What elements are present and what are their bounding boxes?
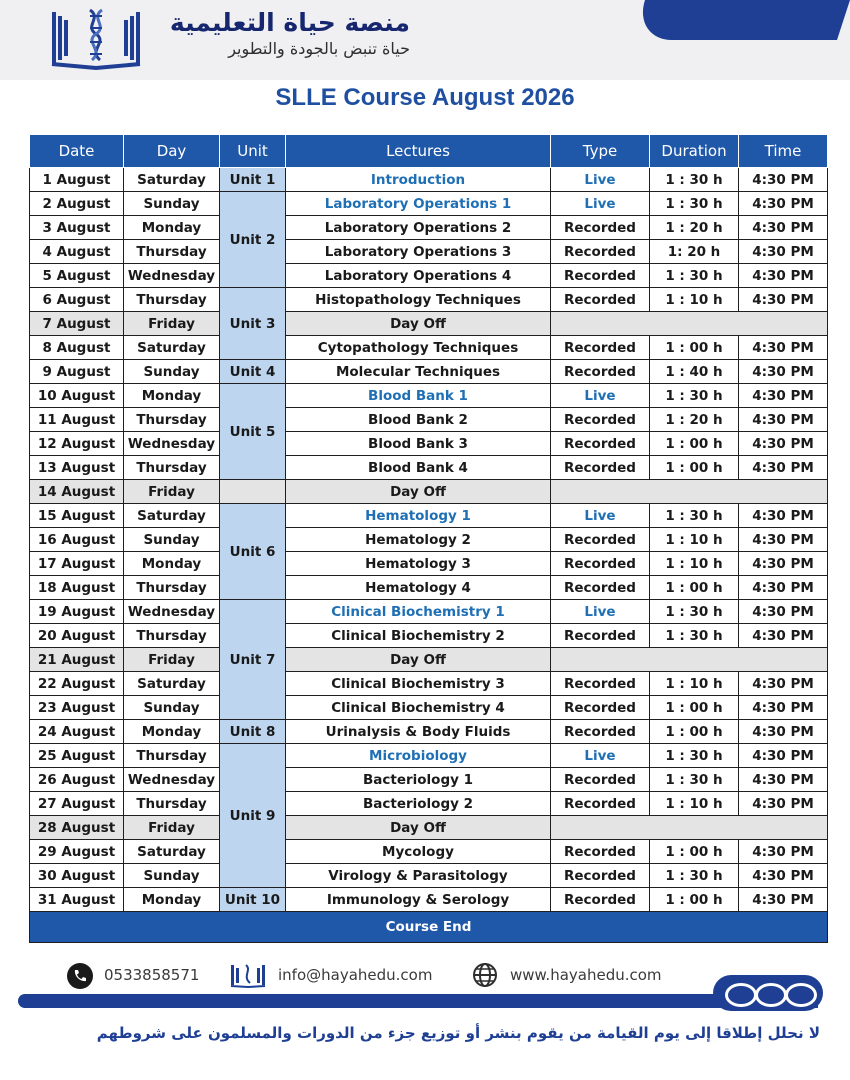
time-cell: 4:30 PM (739, 408, 828, 432)
type-cell: Recorded (551, 528, 650, 552)
time-cell: 4:30 PM (739, 432, 828, 456)
day-cell: Wednesday (124, 600, 220, 624)
table-header-row (30, 135, 828, 168)
footer-band (18, 994, 818, 1008)
copyright-notice: لا نحلل إطلاقا إلى يوم القيامة من يقوم بنشر أو توزيع جزء من الدورات والمسلمون على شروطهم (96, 1024, 820, 1042)
lecture-cell: Laboratory Operations 2 (286, 216, 551, 240)
unit-cell: Unit 6 (220, 504, 286, 600)
lecture-cell: Hematology 2 (286, 528, 551, 552)
footer-rings-decoration (713, 975, 823, 1011)
lecture-cell: Laboratory Operations 1 (286, 192, 551, 216)
time-cell: 4:30 PM (739, 576, 828, 600)
day-cell: Sunday (124, 528, 220, 552)
column-header-lectures: Lectures (286, 135, 551, 168)
table-row (30, 888, 828, 912)
type-cell: Recorded (551, 216, 650, 240)
time-cell: 4:30 PM (739, 216, 828, 240)
type-cell: Recorded (551, 360, 650, 384)
time-cell: 4:30 PM (739, 624, 828, 648)
type-cell: Recorded (551, 792, 650, 816)
type-cell: Recorded (551, 288, 650, 312)
type-cell: Live (551, 168, 650, 192)
lecture-cell: Microbiology (286, 744, 551, 768)
type-cell: Recorded (551, 264, 650, 288)
duration-cell: 1 : 00 h (650, 696, 739, 720)
day-off-row (30, 312, 828, 336)
date-cell: 16 August (30, 528, 124, 552)
table-row (30, 624, 828, 648)
course-end-label: Course End (30, 912, 828, 943)
date-cell: 10 August (30, 384, 124, 408)
table-row (30, 384, 828, 408)
unit-cell: Unit 5 (220, 384, 286, 480)
lecture-cell: Hematology 4 (286, 576, 551, 600)
duration-cell: 1 : 00 h (650, 456, 739, 480)
type-cell: Recorded (551, 864, 650, 888)
unit-cell: Unit 4 (220, 360, 286, 384)
time-cell: 4:30 PM (739, 792, 828, 816)
column-header-day: Day (124, 135, 220, 168)
header-swoosh (632, 0, 850, 40)
day-off-filler (551, 480, 828, 504)
date-cell: 7 August (30, 312, 124, 336)
date-cell: 12 August (30, 432, 124, 456)
day-cell: Sunday (124, 696, 220, 720)
lecture-cell: Clinical Biochemistry 3 (286, 672, 551, 696)
ring-shape (755, 983, 787, 1007)
duration-cell: 1 : 30 h (650, 768, 739, 792)
day-cell: Monday (124, 552, 220, 576)
time-cell: 4:30 PM (739, 192, 828, 216)
table-row (30, 360, 828, 384)
lecture-cell: Hematology 1 (286, 504, 551, 528)
ring-shape (725, 983, 757, 1007)
time-cell: 4:30 PM (739, 720, 828, 744)
day-off-filler (551, 816, 828, 840)
table-row (30, 504, 828, 528)
table-row (30, 528, 828, 552)
unit-cell: Unit 7 (220, 600, 286, 720)
day-cell: Thursday (124, 288, 220, 312)
type-cell: Recorded (551, 672, 650, 696)
time-cell: 4:30 PM (739, 696, 828, 720)
date-cell: 18 August (30, 576, 124, 600)
table-row (30, 696, 828, 720)
type-cell: Recorded (551, 552, 650, 576)
date-cell: 20 August (30, 624, 124, 648)
table-row (30, 432, 828, 456)
table-row (30, 864, 828, 888)
table-row (30, 336, 828, 360)
table-row (30, 264, 828, 288)
date-cell: 3 August (30, 216, 124, 240)
column-header-duration: Duration (650, 135, 739, 168)
day-cell: Thursday (124, 408, 220, 432)
schedule-table (29, 134, 828, 943)
date-cell: 24 August (30, 720, 124, 744)
day-cell: Wednesday (124, 432, 220, 456)
date-cell: 23 August (30, 696, 124, 720)
table-row (30, 456, 828, 480)
day-cell: Monday (124, 720, 220, 744)
duration-cell: 1 : 30 h (650, 168, 739, 192)
lecture-cell: Day Off (286, 312, 551, 336)
type-cell: Live (551, 192, 650, 216)
day-cell: Sunday (124, 360, 220, 384)
duration-cell: 1 : 30 h (650, 504, 739, 528)
lecture-cell: Histopathology Techniques (286, 288, 551, 312)
date-cell: 31 August (30, 888, 124, 912)
duration-cell: 1 : 30 h (650, 864, 739, 888)
day-cell: Saturday (124, 336, 220, 360)
table-row (30, 192, 828, 216)
day-cell: Friday (124, 480, 220, 504)
duration-cell: 1 : 10 h (650, 528, 739, 552)
day-cell: Monday (124, 384, 220, 408)
lecture-cell: Laboratory Operations 3 (286, 240, 551, 264)
schedule-body (30, 168, 828, 943)
day-cell: Monday (124, 888, 220, 912)
phone-icon (66, 962, 94, 990)
date-cell: 2 August (30, 192, 124, 216)
unit-cell: Unit 1 (220, 168, 286, 192)
day-cell: Thursday (124, 456, 220, 480)
time-cell: 4:30 PM (739, 888, 828, 912)
date-cell: 1 August (30, 168, 124, 192)
date-cell: 28 August (30, 816, 124, 840)
type-cell: Recorded (551, 432, 650, 456)
date-cell: 19 August (30, 600, 124, 624)
type-cell: Recorded (551, 408, 650, 432)
email-book-icon (230, 962, 266, 988)
lecture-cell: Blood Bank 4 (286, 456, 551, 480)
duration-cell: 1 : 00 h (650, 840, 739, 864)
time-cell: 4:30 PM (739, 384, 828, 408)
table-row (30, 552, 828, 576)
phone-number: 0533858571 (104, 966, 200, 984)
duration-cell: 1 : 30 h (650, 600, 739, 624)
time-cell: 4:30 PM (739, 864, 828, 888)
time-cell: 4:30 PM (739, 336, 828, 360)
table-row (30, 744, 828, 768)
type-cell: Recorded (551, 888, 650, 912)
day-cell: Thursday (124, 624, 220, 648)
day-off-row (30, 648, 828, 672)
type-cell: Live (551, 600, 650, 624)
logo-book-icon (50, 8, 142, 70)
table-row (30, 672, 828, 696)
lecture-cell: Urinalysis & Body Fluids (286, 720, 551, 744)
time-cell: 4:30 PM (739, 360, 828, 384)
date-cell: 8 August (30, 336, 124, 360)
unit-cell: Unit 3 (220, 288, 286, 360)
day-cell: Wednesday (124, 768, 220, 792)
time-cell: 4:30 PM (739, 504, 828, 528)
time-cell: 4:30 PM (739, 600, 828, 624)
lecture-cell: Blood Bank 1 (286, 384, 551, 408)
table-row (30, 576, 828, 600)
duration-cell: 1 : 00 h (650, 720, 739, 744)
table-row (30, 168, 828, 192)
type-cell: Recorded (551, 624, 650, 648)
unit-cell: Unit 9 (220, 744, 286, 888)
date-cell: 29 August (30, 840, 124, 864)
column-header-time: Time (739, 135, 828, 168)
table-row (30, 720, 828, 744)
lecture-cell: Day Off (286, 480, 551, 504)
duration-cell: 1 : 20 h (650, 408, 739, 432)
date-cell: 15 August (30, 504, 124, 528)
date-cell: 30 August (30, 864, 124, 888)
time-cell: 4:30 PM (739, 528, 828, 552)
table-row (30, 216, 828, 240)
date-cell: 17 August (30, 552, 124, 576)
type-cell: Recorded (551, 768, 650, 792)
duration-cell: 1 : 00 h (650, 432, 739, 456)
table-row (30, 792, 828, 816)
duration-cell: 1 : 10 h (650, 672, 739, 696)
day-cell: Friday (124, 312, 220, 336)
day-cell: Thursday (124, 576, 220, 600)
duration-cell: 1 : 10 h (650, 552, 739, 576)
day-cell: Friday (124, 648, 220, 672)
lecture-cell: Day Off (286, 648, 551, 672)
day-cell: Monday (124, 216, 220, 240)
day-cell: Saturday (124, 672, 220, 696)
day-cell: Friday (124, 816, 220, 840)
day-cell: Saturday (124, 168, 220, 192)
day-cell: Thursday (124, 744, 220, 768)
lecture-cell: Blood Bank 2 (286, 408, 551, 432)
type-cell: Recorded (551, 576, 650, 600)
duration-cell: 1 : 20 h (650, 216, 739, 240)
day-cell: Saturday (124, 840, 220, 864)
globe-icon (472, 962, 498, 988)
date-cell: 6 August (30, 288, 124, 312)
lecture-cell: Blood Bank 3 (286, 432, 551, 456)
website-link[interactable]: www.hayahedu.com (510, 966, 662, 984)
type-cell: Live (551, 744, 650, 768)
duration-cell: 1 : 30 h (650, 624, 739, 648)
lecture-cell: Virology & Parasitology (286, 864, 551, 888)
duration-cell: 1 : 00 h (650, 576, 739, 600)
lecture-cell: Day Off (286, 816, 551, 840)
brand-block (140, 8, 410, 60)
brand-name: منصة حياة التعليمية (169, 8, 410, 37)
time-cell: 4:30 PM (739, 264, 828, 288)
duration-cell: 1 : 30 h (650, 384, 739, 408)
day-off-filler (551, 312, 828, 336)
brand-tagline: حياة تنبض بالجودة والتطوير (228, 39, 410, 58)
duration-cell: 1 : 00 h (650, 888, 739, 912)
date-cell: 26 August (30, 768, 124, 792)
ring-shape (785, 983, 817, 1007)
day-cell: Sunday (124, 864, 220, 888)
day-off-filler (551, 648, 828, 672)
duration-cell: 1 : 00 h (650, 336, 739, 360)
lecture-cell: Cytopathology Techniques (286, 336, 551, 360)
day-off-row (30, 816, 828, 840)
date-cell: 27 August (30, 792, 124, 816)
time-cell: 4:30 PM (739, 744, 828, 768)
lecture-cell: Clinical Biochemistry 1 (286, 600, 551, 624)
day-cell: Thursday (124, 240, 220, 264)
duration-cell: 1 : 10 h (650, 288, 739, 312)
lecture-cell: Bacteriology 1 (286, 768, 551, 792)
table-row (30, 840, 828, 864)
column-header-date: Date (30, 135, 124, 168)
unit-cell: Unit 10 (220, 888, 286, 912)
unit-cell (220, 480, 286, 504)
day-cell: Thursday (124, 792, 220, 816)
date-cell: 22 August (30, 672, 124, 696)
time-cell: 4:30 PM (739, 552, 828, 576)
unit-cell: Unit 8 (220, 720, 286, 744)
unit-cell: Unit 2 (220, 192, 286, 288)
date-cell: 5 August (30, 264, 124, 288)
lecture-cell: Bacteriology 2 (286, 792, 551, 816)
time-cell: 4:30 PM (739, 456, 828, 480)
table-row (30, 288, 828, 312)
lecture-cell: Molecular Techniques (286, 360, 551, 384)
course-end-row (30, 912, 828, 943)
time-cell: 4:30 PM (739, 768, 828, 792)
lecture-cell: Laboratory Operations 4 (286, 264, 551, 288)
day-cell: Wednesday (124, 264, 220, 288)
time-cell: 4:30 PM (739, 168, 828, 192)
duration-cell: 1 : 40 h (650, 360, 739, 384)
duration-cell: 1 : 30 h (650, 744, 739, 768)
column-header-unit: Unit (220, 135, 286, 168)
date-cell: 13 August (30, 456, 124, 480)
type-cell: Live (551, 504, 650, 528)
time-cell: 4:30 PM (739, 840, 828, 864)
day-cell: Sunday (124, 192, 220, 216)
table-row (30, 408, 828, 432)
type-cell: Live (551, 384, 650, 408)
page-title: SLLE Course August 2026 (275, 84, 575, 111)
duration-cell: 1 : 30 h (650, 192, 739, 216)
date-cell: 21 August (30, 648, 124, 672)
day-off-row (30, 480, 828, 504)
date-cell: 25 August (30, 744, 124, 768)
type-cell: Recorded (551, 720, 650, 744)
date-cell: 9 August (30, 360, 124, 384)
column-header-type: Type (551, 135, 650, 168)
lecture-cell: Introduction (286, 168, 551, 192)
type-cell: Recorded (551, 456, 650, 480)
duration-cell: 1 : 10 h (650, 792, 739, 816)
time-cell: 4:30 PM (739, 288, 828, 312)
lecture-cell: Mycology (286, 840, 551, 864)
type-cell: Recorded (551, 240, 650, 264)
date-cell: 14 August (30, 480, 124, 504)
lecture-cell: Clinical Biochemistry 4 (286, 696, 551, 720)
type-cell: Recorded (551, 336, 650, 360)
type-cell: Recorded (551, 696, 650, 720)
lecture-cell: Hematology 3 (286, 552, 551, 576)
table-row (30, 768, 828, 792)
duration-cell: 1: 20 h (650, 240, 739, 264)
lecture-cell: Clinical Biochemistry 2 (286, 624, 551, 648)
time-cell: 4:30 PM (739, 240, 828, 264)
duration-cell: 1 : 30 h (650, 264, 739, 288)
table-row (30, 240, 828, 264)
time-cell: 4:30 PM (739, 672, 828, 696)
table-row (30, 600, 828, 624)
type-cell: Recorded (551, 840, 650, 864)
date-cell: 4 August (30, 240, 124, 264)
date-cell: 11 August (30, 408, 124, 432)
day-cell: Saturday (124, 504, 220, 528)
lecture-cell: Immunology & Serology (286, 888, 551, 912)
email-address[interactable]: info@hayahedu.com (278, 966, 433, 984)
